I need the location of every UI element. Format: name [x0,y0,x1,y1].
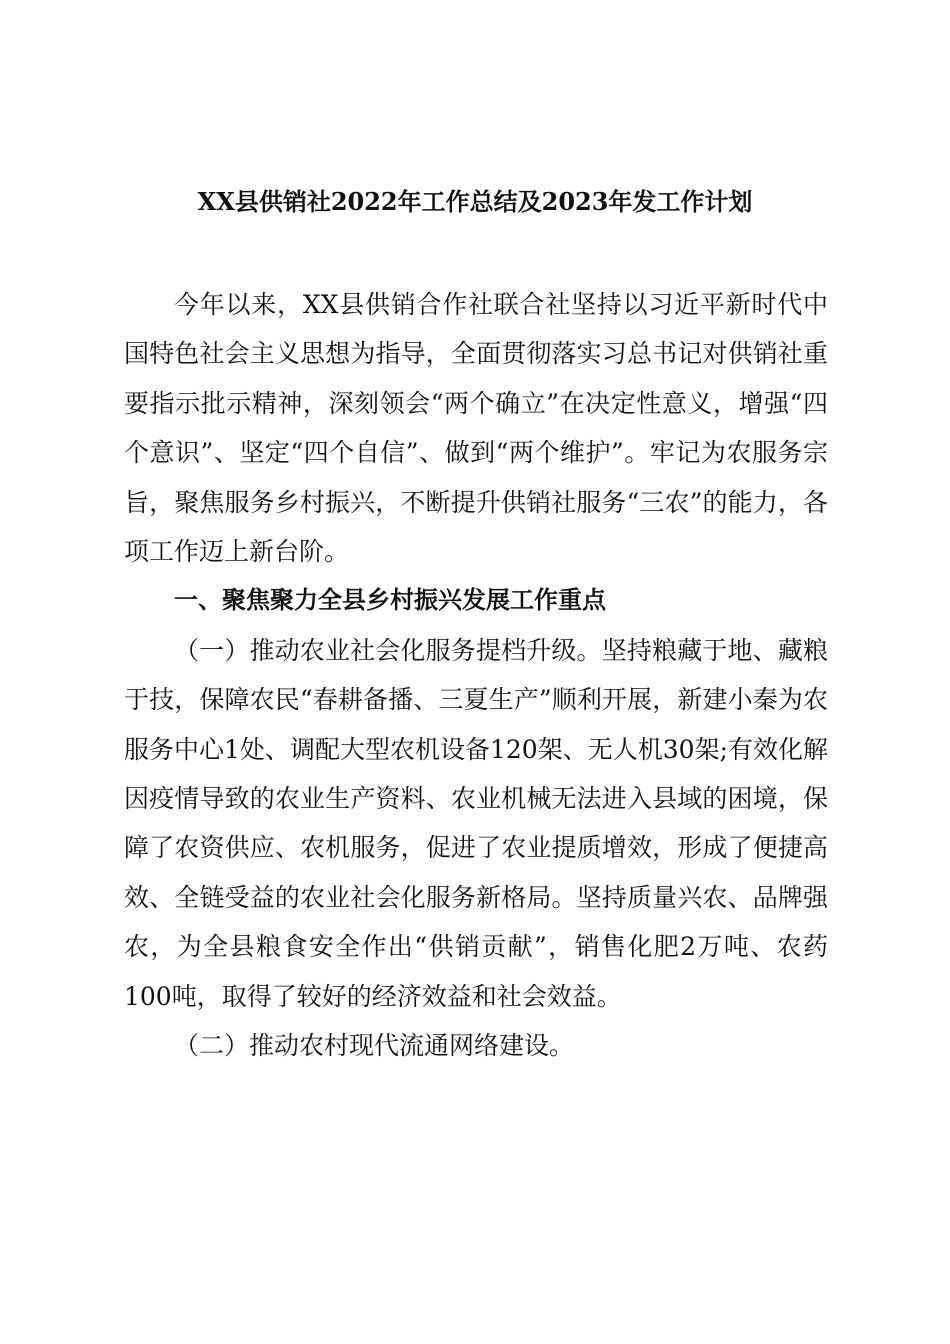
intro-paragraph: 今年以来，XX县供销合作社联合社坚持以习近平新时代中国特色社会主义思想为指导，全面贯彻落实习总书记对供销社重要指示批示精神，深刻领会“两个确立”在决定性意义，增强“四个意识”、坚定“四个自信”、做到“两个维护”。牢记为农服务宗旨，聚焦服务乡村振兴，不断提升供销社服务“三农”的能力，各项工作迈上新台阶。 [124,290,828,567]
document-title: XX县供销社2022年工作总结及2023年发工作计划 [197,187,753,216]
section-1-heading: 一、聚焦聚力全县乡村振兴发展工作重点 [174,586,606,615]
subsection-1-paragraph: （一）推动农业社会化服务提档升级。坚持粮藏于地、藏粮于技，保障农民“春耕备播、三夏生产”顺利开展，新建小秦为农服务中心1处、调配大型农机设备120架、无人机30架;有效化解因疫情导致的农业生产资料、农业机械无法进入县域的困境，保障了农资供应、农机服务，促进了农业提质增效，形成了便捷高效、全链受益的农业社会化服务新格局。坚持质量兴农、品牌强农，为全县粮食安全作出“供销贡献”，销售化肥2万吨、农药100吨，取得了较好的经济效益和社会效益。 [124,635,828,1011]
subsection-2-paragraph: （二）推动农村现代流通网络建设。 [174,1031,575,1061]
document-body [124,280,828,1071]
